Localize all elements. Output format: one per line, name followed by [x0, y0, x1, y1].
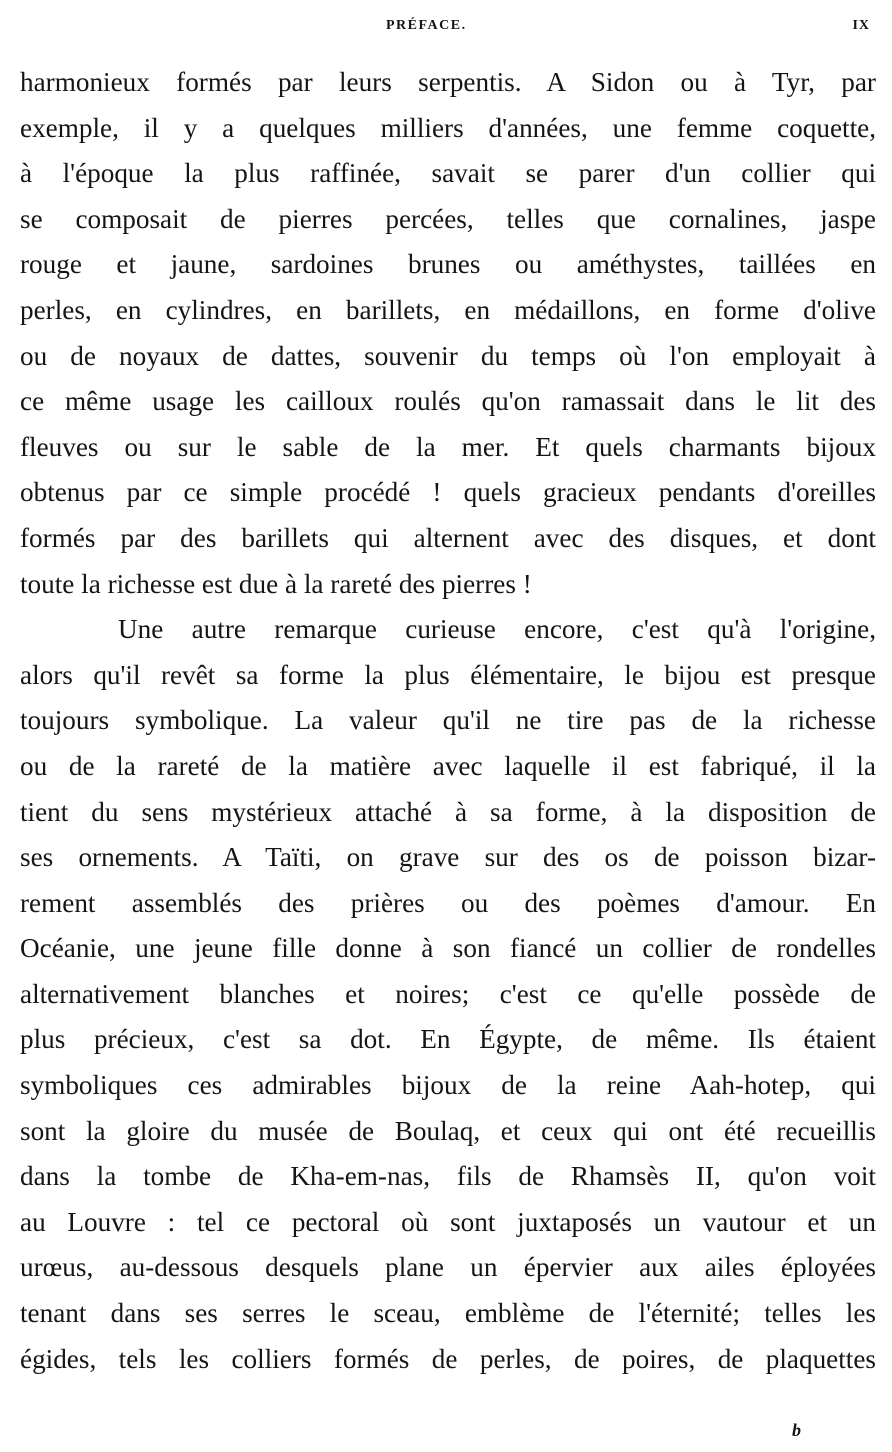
- text-line: Une autre remarque curieuse encore, c'est qu'à l'origine,: [118, 614, 876, 645]
- text-line: toujours symbolique. La valeur qu'il ne tire pas de la richesse: [20, 705, 876, 736]
- text-line: formés par des barillets qui alternent avec des disques, et dont: [20, 522, 876, 553]
- text-line: égides, tels les colliers formés de perles, de poires, de plaquettes: [20, 1343, 876, 1374]
- text-line: exemple, il y a quelques milliers d'années, une femme coquette,: [20, 112, 876, 143]
- text-line: plus précieux, c'est sa dot. En Égypte, de même. Ils étaient: [20, 1024, 876, 1055]
- text-line: tenant dans ses serres le sceau, emblème de l'éternité; telles les: [20, 1298, 876, 1329]
- text-line: tient du sens mystérieux attaché à sa forme, à la disposition de: [20, 796, 876, 827]
- text-line: rement assemblés des prières ou des poèmes d'amour. En: [20, 887, 876, 918]
- text-line: rouge et jaune, sardoines brunes ou améthystes, taillées en: [20, 249, 876, 280]
- running-head: [0, 18, 892, 38]
- text-line: toute la richesse est due à la rareté des pierres !: [20, 568, 532, 599]
- text-line: sont la gloire du musée de Boulaq, et ceux qui ont été recueillis: [20, 1115, 876, 1146]
- text-line: à l'époque la plus raffinée, savait se parer d'un collier qui: [20, 158, 876, 189]
- text-line: alors qu'il revêt sa forme la plus élémentaire, le bijou est presque: [20, 659, 876, 690]
- body-text: [20, 60, 876, 1382]
- page-number: IX: [852, 18, 870, 33]
- text-line: obtenus par ce simple procédé ! quels gracieux pendants d'oreilles: [20, 477, 876, 508]
- text-line: perles, en cylindres, en barillets, en médaillons, en forme d'olive: [20, 294, 876, 325]
- text-line: dans la tombe de Kha-em-nas, fils de Rhamsès II, qu'on voit: [20, 1161, 876, 1192]
- signature-mark: b: [792, 1420, 801, 1440]
- text-line: ou de noyaux de dattes, souvenir du temps où l'on employait à: [20, 340, 876, 371]
- text-line: harmonieux formés par leurs serpentis. A Sidon ou à Tyr, par: [20, 67, 876, 97]
- text-line: symboliques ces admirables bijoux de la reine Aah-hotep, qui: [20, 1070, 876, 1101]
- paragraph-2: [20, 607, 876, 1382]
- running-head-title: PRÉFACE.: [386, 18, 467, 33]
- text-line: ou de la rareté de la matière avec laquelle il est fabriqué, il la: [20, 750, 876, 781]
- text-line: au Louvre : tel ce pectoral où sont juxtaposés un vautour et un: [20, 1206, 876, 1237]
- text-line: se composait de pierres percées, telles que cornalines, jaspe: [20, 203, 876, 234]
- text-line: alternativement blanches et noires; c'est ce qu'elle possède de: [20, 978, 876, 1009]
- text-line: ce même usage les cailloux roulés qu'on ramassait dans le lit des: [20, 386, 876, 417]
- text-line: fleuves ou sur le sable de la mer. Et quels charmants bijoux: [20, 431, 876, 462]
- text-line: ses ornements. A Taïti, on grave sur des os de poisson bizar-: [20, 842, 876, 873]
- text-line: Océanie, une jeune fille donne à son fiancé un collier de rondelles: [20, 933, 876, 964]
- paragraph-1: [20, 60, 876, 607]
- text-line: urœus, au-dessous desquels plane un épervier aux ailes éployées: [20, 1252, 876, 1283]
